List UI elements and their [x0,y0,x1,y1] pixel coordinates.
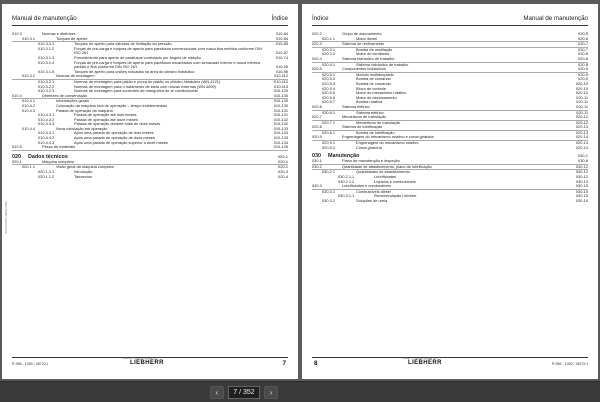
toc-entry-title: Sistema de resfriamento [342,41,385,47]
toc-entry-page: 030-13 [575,178,588,184]
toc-entry-title: Coroa giratória [356,144,382,150]
toc-entry-title: Sistema hidráulico de trabalho [342,55,395,61]
toc-entry-number: 010.3.1.3 [38,54,55,60]
toc-entry-number: 020 [12,153,21,160]
toc-entry-number: 010.3.1.2 [38,45,55,51]
toc-entry-title: Motor do ventilador [356,51,390,57]
toc-entry-title: Dados técnicos [28,153,68,160]
toc-entry-number: 020.8.1 [322,129,335,135]
toc-entry-number: 030.3.1 [322,188,335,194]
toc-entry-title: Após uma parada de operação superior a doze meses [74,139,168,145]
toc-entry-page: 020-8 [578,55,588,61]
toc-entry-number: 030 [312,153,321,160]
toc-entry-page: 020-1 [278,164,288,170]
toc-entry-number: 030.3.2 [322,198,335,203]
toc-entry-title: Bomba de comando [356,76,391,82]
toc-entry-number: 020.1.1 [22,164,35,170]
toc-entry-page: 010-112 [274,73,288,79]
toc-entry-number: 010.3.1.1 [38,41,55,47]
toc-entry-number: 020.4.1 [322,61,335,67]
toc-entry-title: Sistema hidráulico de trabalho [356,61,409,67]
toc-entry-page: 010-74 [275,54,288,60]
toc-entry-number: 010.3.1.4 [38,59,55,65]
toc-entry-number: 010.3.2 [22,73,35,79]
toc-entry-title: Procedimento para aperto de parafusos controlado por ângulo de rotação [74,54,201,60]
toc-entry-number: 020.2 [312,31,322,36]
toc-entry-page: 030-15 [575,188,588,194]
toc-entry-title: Quantidade de abastecimento, plano de lubrificação [342,163,432,169]
toc-entry-number: 010.3.2.2 [38,83,55,89]
toc-entry-title: Normas de montagem para conexões de mangueira de ar condicionado [74,88,198,94]
toc-entry-title: Torques de aperto para válvulas de limitação da pressão [74,41,172,47]
toc-entry-number: 020.5.6 [322,94,335,100]
toc-entry-page: 030-12 [575,163,588,169]
toc-entry-title: Componentes hidráulicos [342,66,386,72]
toc-entry-number: 010.4.3.3 [38,121,55,127]
page-number: 7 [282,360,286,367]
toc-entry-number: 010.3.1 [22,35,35,41]
toc-entry-page: 030-12 [575,174,588,180]
toc-entry-page: 020-8 [578,51,588,57]
liebherr-logo: LIEBHERR [130,360,164,366]
toc-entry-number: 030.3 [312,183,322,189]
toc-entry-page: 010-133 [273,125,288,131]
toc-entry-number: 020.7 [312,114,322,120]
right-page-header [312,15,588,26]
toc-entry-number: 030.2.1.1 [338,174,355,180]
toc-entry-page: 020-11 [576,109,588,115]
toc-entry[interactable] [12,145,288,151]
toc-entry-number: 010.4.3.2 [38,116,55,122]
toc-entry-number: 020.8 [312,124,322,130]
toc-entry-page: 020-14 [575,134,588,140]
toc-entry-title: Torques de aperto [56,35,88,41]
toc-entry-number: 010.4.4.1 [38,130,55,136]
toc-entry-title: Combustíveis diesel [356,188,391,194]
toc-entry-number: 020.5.1 [322,71,335,77]
toc-entry-page: 020-9 [578,71,588,77]
toc-entry-page: 010-132 [273,116,288,122]
right-header-section: Índice [312,15,329,22]
toc-entry-page: 010-132 [273,121,288,127]
toc-entry-title: Parada de operação até dois meses [74,112,137,118]
toc-entry-page: 020-13 [575,124,588,130]
toc-entry-number: 010.4.1 [22,98,35,104]
toc-entry-page: 020-4 [278,173,288,179]
footer-copyright: Liebherr CP copyright reserved 2022 [122,358,158,360]
toc-entry-title: Motor de deslocamento [356,94,397,100]
toc-entry-title: Motor do mecanismo rotativo [356,90,407,96]
page-number: 8 [314,360,318,367]
side-text: PPROCESSOR: 08000 7-0081 [5,201,8,234]
toc-entry-title: Bomba rotativa [356,99,383,105]
left-page-footer [12,357,288,369]
toc-entry-page: 020-1 [277,153,288,159]
toc-entry-number: 020.1.1.2 [38,173,55,179]
toc-entry-title: Bomba de comando [356,80,391,86]
toc-entry-page: 010-95 [275,64,288,70]
toc-entry-page: 020-12 [575,119,588,125]
toc-entry-number: 030.2 [312,163,322,169]
toc-entry-title: Mecanismo de translação [342,114,387,120]
toc-entry-title: Recomendação Liebherr [374,193,417,199]
toc-entry-page: 010-87 [275,50,288,56]
toc-entry-page: 020-11 [576,103,588,109]
toc-entry-title: Após uma parada de operação de doze meses [74,135,155,141]
toc-entry-page: 010-129 [273,88,288,94]
toc-entry-number: 010.4.2 [22,102,35,108]
right-header-title: Manual de manutenção [523,15,588,22]
toc-entry-number: 020.5.3 [322,80,335,86]
toc-entry-page: 020-5 [578,31,588,36]
toc-entry-number: 010.4.4.3 [38,139,55,145]
toc-entry-title: Líquidos e combustíveis [374,178,416,184]
toc-entry-page: 010-84 [275,31,288,36]
toc-entry-number: 010.5 [12,144,22,150]
toc-entry-page: 030-15 [575,183,588,189]
toc-entry-title: Manutenção [328,153,360,160]
toc-entry-page: 010-131 [273,112,288,118]
toc-entry-number: 020.3.1 [322,46,335,52]
toc-entry-page: 020-13 [575,129,588,135]
toc-entry-number: 020.4 [312,55,322,61]
right-toc [312,32,588,204]
toc-entry[interactable] [312,199,588,204]
toc-entry-number: 030.3.1.1 [338,193,355,199]
prev-page-button[interactable]: ‹ [210,386,224,399]
left-header-section: Índice [271,15,288,22]
toc-entry-page: 030-19 [575,198,588,203]
toc-entry-number: 020.2.1 [322,35,335,41]
toc-entry-number: 010.4.3.1 [38,112,55,118]
toc-entry[interactable] [12,175,288,180]
toc-entry-number: 010.4 [12,92,22,98]
left-page [2,4,298,379]
toc-entry-title: Normas de montagem para pistão e porca do pistão no cilindro hidráulico (WN 4121) [74,78,221,84]
toc-entry-number: 020.6 [312,103,322,109]
toc-entry-number: 030.2.1.2 [338,178,355,184]
toc-entry-number: 010.4.3 [22,107,35,113]
toc-entry-title: Lubrificantes [374,174,397,180]
toc-entry-title: Bomba de lubrificação [356,129,395,135]
footer-copyright: Liebherr CP copyright reserved 2022 [402,358,438,360]
toc-entry-number: 020.7.1 [322,119,335,125]
toc-entry-page: 020-10 [575,80,588,86]
toc-entry-number: 020.3.2 [322,51,335,57]
toc-entry-page: 020-14 [575,144,588,150]
right-page-footer [312,357,588,369]
toc-entry-title: Visão geral da máquina completa [56,164,114,170]
toc-entry-title: Normas e diretrizes [42,31,76,36]
toc-entry-title: Tamanhos [74,173,92,179]
toc-entry-number: 010.3.2.1 [38,78,55,84]
toc-entry-page: 010-96 [275,68,288,74]
toc-entry-title: Lubrificantes e combustíveis [342,183,392,189]
toc-entry-page: 010-113 [274,83,288,89]
toc-entry-title: Soluções de ureia [356,198,388,203]
toc-entry-title: Motor diesel [356,35,378,41]
toc-entry-title: Bomba de ventilação [356,46,393,52]
toc-entry-number: 010.3 [12,31,22,36]
left-header-title: Manual de manutenção [12,15,77,22]
toc-entry-number: 020.9.2 [322,144,335,150]
toc-entry-page: 010-130 [273,102,288,108]
toc-entry-number: 020.5.2 [322,76,335,82]
toc-entry-title: Parada de operação até doze meses [74,116,138,122]
toc-entry-page: 030-1 [577,153,588,159]
toc-entry-number: 020.5.4 [322,85,335,91]
toc-entry-number: 020.1 [12,158,22,164]
toc-entry-title: Forças de pré-carga e torques de aperto para parafusos convencionais com rosca fina métrica conforme DIN ISO 261 [74,45,262,56]
toc-entry-title: Plano de manutenção e inspeção [342,158,400,164]
toc-entry-page: 010-135 [273,144,288,150]
toc-entry-page: 020-9 [578,66,588,72]
toc-entry-page: 020-7 [578,41,588,47]
toc-entry-page: 020-3 [278,169,288,175]
toc-entry-title: Engrenagem do mecanismo rotativo e coroa giratória [342,134,434,140]
next-page-button[interactable]: › [264,386,278,399]
toc-entry-page: 020-9 [578,76,588,82]
toc-entry-title: Máquina completa [42,158,74,164]
toc-entry-title: Quantidades de abastecimento [356,169,410,175]
toc-entry-page: 010-130 [273,98,288,104]
toc-entry-page: 010-131 [273,107,288,113]
toc-entry-title: Informações gerais [56,98,90,104]
toc-entry-page: 020-11 [576,99,588,105]
toc-entry-number: 020.5.7 [322,99,335,105]
toc-entry-page: 020-11 [576,94,588,100]
toc-entry-number: 010.3.2.3 [38,88,55,94]
toc-entry-page: 030-6 [578,158,588,164]
toc-entry-number: 010.4.4 [22,125,35,131]
toc-entry-title: Introdução [74,169,93,175]
toc-entry-title: Forças de pré-carga e torques de aperto para parafusos escareados com sextavado interno e rosca métrica padrão e fina conforme DIN ISO 261 [74,59,260,70]
toc-entry-number: 030.1 [312,158,322,164]
toc-entry-number: 020.5.5 [322,90,335,96]
toc-entry-page: 030-12 [575,169,588,175]
toc-entry-number: 020.1.1.1 [38,169,55,175]
toc-entry-page: 020-1 [278,158,288,164]
toc-entry-number: 020.6.1 [322,109,335,115]
toc-entry[interactable] [312,146,588,151]
toc-entry-title: Torques de aperto para uniões roscadas na área do cilindro hidráulico [74,68,195,74]
toc-entry-page: 010-133 [273,135,288,141]
toc-entry-number: 010.4.4.2 [38,135,55,141]
toc-entry-title: Engrenagem do mecanismo rotativo [356,140,419,146]
toc-entry-number: 020.9 [312,134,322,140]
toc-entry-number: 030.2.1 [322,169,335,175]
toc-entry-page: 010-133 [273,130,288,136]
toc-entry-number: 020.5 [312,66,322,72]
toc-entry-title: Diretrizes de conservação [42,92,87,98]
toc-entry-page: 020-12 [575,114,588,120]
toc-entry-title: Pesos de materiais [42,144,76,150]
toc-entry-title: Sistema de lubrificação [342,124,383,130]
left-page-header [12,15,288,26]
footer-code: R 956 - 1050 / 48722-r [551,362,588,366]
toc-entry-title: Sistema elétrico [342,103,370,109]
toc-entry-title: Normas de montagem [56,73,95,79]
toc-entry-page: 010-134 [273,139,288,145]
toc-entry-title: Após uma parada de operação de dois meses [74,130,154,136]
toc-entry-title: Mecanismo de translação [356,119,401,125]
toc-entry-title: Módulo multiacoplado [356,71,394,77]
toc-entry-title: Nova colocação em operação [56,125,108,131]
toc-entry-number: 010.3.1.5 [38,68,55,74]
toc-entry-title: Parada de operação da máquina [56,107,113,113]
toc-entry-page: 020-10 [575,85,588,91]
toc-entry-title: Grupo de acionamento [342,31,382,36]
toc-entry-title: Sistema elétrico [356,109,384,115]
footer-code: R 956 - 1050 / 48722-r [12,362,49,366]
liebherr-logo: LIEBHERR [408,360,442,366]
toc-entry-page: 030-15 [575,193,588,199]
toc-entry-page: 010-130 [273,92,288,98]
toc-entry-page: 010-112 [274,78,288,84]
toc-entry-page: 010-85 [275,41,288,47]
toc-entry-page: 020-7 [578,46,588,52]
toc-entry-number: 020.9.1 [322,140,335,146]
left-toc [12,32,288,179]
toc-entry-page: 020-10 [575,90,588,96]
toc-entry-page: 020-8 [578,61,588,67]
toc-entry-page: 010-84 [275,35,288,41]
toc-entry-number: 020.3 [312,41,322,47]
page-input[interactable] [228,386,260,399]
viewer-toolbar [0,381,600,402]
toc-entry-page: 020-14 [575,140,588,146]
toc-entry-title: Bloco de controle [356,85,387,91]
toc-entry-title: Colocação da máquina fora de operação – tempo indeterminado [56,102,168,108]
toc-entry-title: Parada de operação durante mais de doze meses [74,121,161,127]
toc-entry-title: Normas de montagem para o tratamento de biela com roscas externas (WN 4009) [74,83,216,89]
toc-entry-page: 020-6 [578,35,588,41]
right-page [302,4,598,379]
page-navigation [210,386,278,399]
